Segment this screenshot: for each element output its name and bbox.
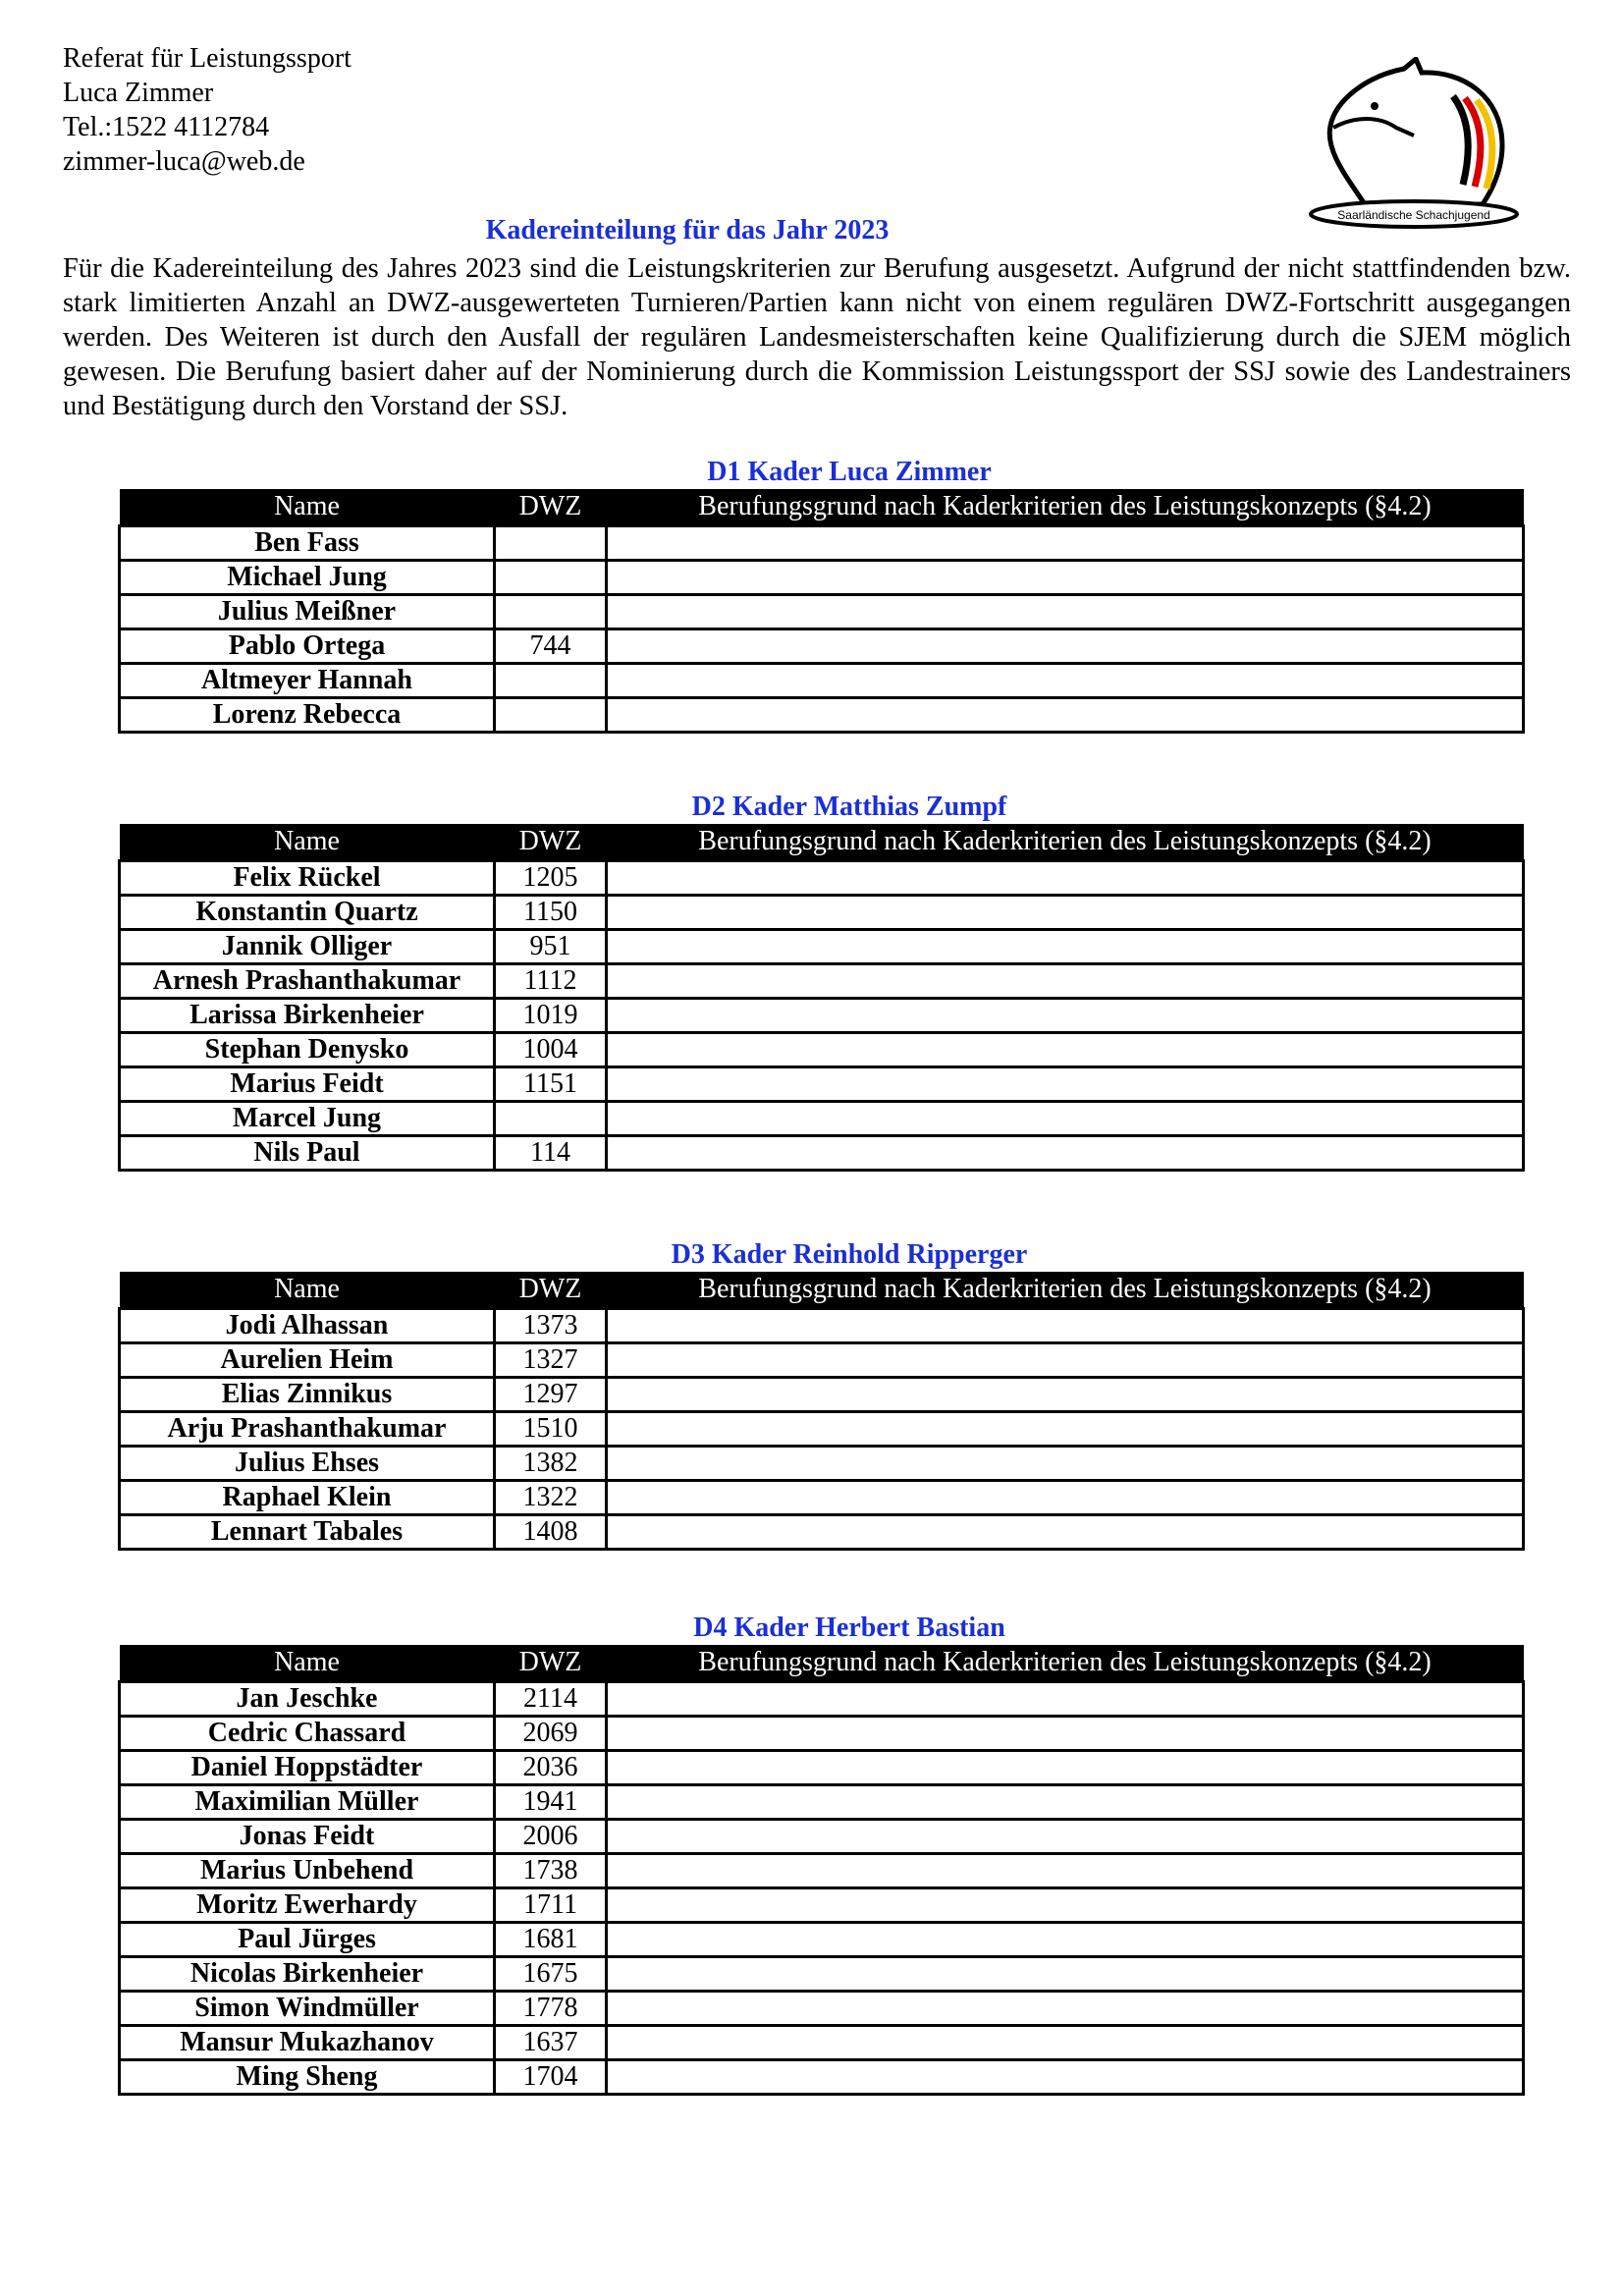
reason-cell bbox=[607, 1992, 1524, 2026]
player-dwz bbox=[495, 595, 607, 629]
reason-column-header: Berufungsgrund nach Kaderkriterien des Leistungskonzepts (§4.2) bbox=[607, 489, 1524, 526]
player-name: Jodi Alhassan bbox=[120, 1309, 495, 1343]
table-row bbox=[120, 1309, 1524, 1343]
kader-table bbox=[118, 489, 1525, 734]
contact-email: zimmer-luca@web.de bbox=[63, 146, 305, 177]
table-header-row bbox=[120, 824, 1524, 861]
reason-cell bbox=[607, 1378, 1524, 1412]
reason-cell bbox=[607, 1957, 1524, 1992]
player-name: Lennart Tabales bbox=[120, 1515, 495, 1550]
kader-section-d1 bbox=[118, 456, 1522, 734]
table-row bbox=[120, 1412, 1524, 1447]
table-row bbox=[120, 1378, 1524, 1412]
player-dwz bbox=[495, 698, 607, 733]
reason-cell bbox=[607, 1751, 1524, 1785]
kader-section-d3 bbox=[118, 1238, 1522, 1551]
player-dwz: 1112 bbox=[495, 964, 607, 999]
player-dwz: 1704 bbox=[495, 2060, 607, 2095]
player-name: Maximilian Müller bbox=[120, 1785, 495, 1820]
reason-cell bbox=[607, 1785, 1524, 1820]
table-row bbox=[120, 861, 1524, 896]
reason-cell bbox=[607, 595, 1524, 629]
player-name: Cedric Chassard bbox=[120, 1717, 495, 1751]
player-dwz: 2114 bbox=[495, 1682, 607, 1717]
dwz-column-header: DWZ bbox=[495, 489, 607, 526]
kader-title: D2 Kader Matthias Zumpf bbox=[691, 792, 1007, 822]
table-row bbox=[120, 1343, 1524, 1378]
player-name: Marius Unbehend bbox=[120, 1854, 495, 1888]
table-row bbox=[120, 629, 1524, 664]
player-dwz: 2069 bbox=[495, 1717, 607, 1751]
reason-cell bbox=[607, 1820, 1524, 1854]
reason-cell bbox=[607, 1102, 1524, 1136]
reason-cell bbox=[607, 861, 1524, 896]
reason-cell bbox=[607, 1447, 1524, 1481]
player-name: Julius Meißner bbox=[120, 595, 495, 629]
table-row bbox=[120, 964, 1524, 999]
reason-cell bbox=[607, 1481, 1524, 1515]
reason-cell bbox=[607, 561, 1524, 595]
table-row bbox=[120, 1136, 1524, 1171]
contact-line: Luca Zimmer bbox=[63, 78, 214, 108]
player-name: Ming Sheng bbox=[120, 2060, 495, 2095]
table-row bbox=[120, 1751, 1524, 1785]
reason-cell bbox=[607, 1309, 1524, 1343]
player-dwz: 1681 bbox=[495, 1923, 607, 1957]
table-row bbox=[120, 1102, 1524, 1136]
player-name: Julius Ehses bbox=[120, 1447, 495, 1481]
player-name: Stephan Denysko bbox=[120, 1033, 495, 1067]
player-dwz: 744 bbox=[495, 629, 607, 664]
player-name: Felix Rückel bbox=[120, 861, 495, 896]
reason-cell bbox=[607, 999, 1524, 1033]
reason-cell bbox=[607, 1515, 1524, 1550]
table-header-row bbox=[120, 489, 1524, 526]
player-dwz: 114 bbox=[495, 1136, 607, 1171]
player-dwz: 1297 bbox=[495, 1378, 607, 1412]
dwz-column-header: DWZ bbox=[495, 1272, 607, 1309]
player-name: Jannik Olliger bbox=[120, 930, 495, 964]
player-dwz: 2006 bbox=[495, 1820, 607, 1854]
reason-column-header: Berufungsgrund nach Kaderkriterien des Leistungskonzepts (§4.2) bbox=[607, 1645, 1524, 1682]
kader-section-d4 bbox=[118, 1612, 1522, 2096]
table-row bbox=[120, 595, 1524, 629]
player-dwz: 951 bbox=[495, 930, 607, 964]
player-name: Raphael Klein bbox=[120, 1481, 495, 1515]
table-row bbox=[120, 896, 1524, 930]
player-name: Moritz Ewerhardy bbox=[120, 1888, 495, 1923]
table-row bbox=[120, 1682, 1524, 1717]
player-name: Nils Paul bbox=[120, 1136, 495, 1171]
player-dwz: 1150 bbox=[495, 896, 607, 930]
player-dwz bbox=[495, 526, 607, 561]
reason-cell bbox=[607, 526, 1524, 561]
reason-cell bbox=[607, 1033, 1524, 1067]
dwz-column-header: DWZ bbox=[495, 824, 607, 861]
table-row bbox=[120, 1515, 1524, 1550]
reason-cell bbox=[607, 1888, 1524, 1923]
player-dwz: 1322 bbox=[495, 1481, 607, 1515]
name-column-header: Name bbox=[120, 489, 495, 526]
table-row bbox=[120, 1033, 1524, 1067]
reason-column-header: Berufungsgrund nach Kaderkriterien des Leistungskonzepts (§4.2) bbox=[607, 1272, 1524, 1309]
table-row bbox=[120, 999, 1524, 1033]
player-name: Arju Prashanthakumar bbox=[120, 1412, 495, 1447]
table-row bbox=[120, 698, 1524, 733]
player-dwz: 1151 bbox=[495, 1067, 607, 1102]
player-dwz: 1738 bbox=[495, 1854, 607, 1888]
player-name: Arnesh Prashanthakumar bbox=[120, 964, 495, 999]
player-name: Konstantin Quartz bbox=[120, 896, 495, 930]
player-dwz: 1711 bbox=[495, 1888, 607, 1923]
table-row bbox=[120, 1481, 1524, 1515]
player-name: Altmeyer Hannah bbox=[120, 664, 495, 698]
player-name: Marcel Jung bbox=[120, 1102, 495, 1136]
reason-cell bbox=[607, 896, 1524, 930]
kader-section-d2 bbox=[118, 791, 1522, 1172]
player-name: Pablo Ortega bbox=[120, 629, 495, 664]
table-row bbox=[120, 1888, 1524, 1923]
intro-paragraph: Für die Kadereinteilung des Jahres 2023 sind die Leistungskriterien zur Berufung ausgesetzt. Aufgrund der nicht stattfindenden bzw. stark limitierten Anzahl an DWZ-ausgewerteten Turnieren/Partien kann nicht von einem regulären DWZ-Fortschritt ausgegangen werden. Des Weiteren ist durch den Ausfall der regulären Landesmeisterschaften keine Qualifizierung durch die SJEM möglich gewesen. Die Berufung basiert daher auf der Nominierung durch die Kommission Leistungssport der SSJ sowie des Landestrainers und Bestätigung durch den Vorstand der SSJ. bbox=[63, 253, 1571, 421]
reason-cell bbox=[607, 964, 1524, 999]
table-row bbox=[120, 1854, 1524, 1888]
name-column-header: Name bbox=[120, 1645, 495, 1682]
player-name: Simon Windmüller bbox=[120, 1992, 495, 2026]
player-dwz: 1382 bbox=[495, 1447, 607, 1481]
player-name: Lorenz Rebecca bbox=[120, 698, 495, 733]
player-name: Jan Jeschke bbox=[120, 1682, 495, 1717]
player-dwz bbox=[495, 664, 607, 698]
table-row bbox=[120, 1957, 1524, 1992]
player-dwz: 1019 bbox=[495, 999, 607, 1033]
reason-cell bbox=[607, 1343, 1524, 1378]
name-column-header: Name bbox=[120, 824, 495, 861]
logo-lettering: Saarländische Schachjugend bbox=[1337, 208, 1490, 222]
player-name: Jonas Feidt bbox=[120, 1820, 495, 1854]
player-dwz: 2036 bbox=[495, 1751, 607, 1785]
player-dwz: 1408 bbox=[495, 1515, 607, 1550]
table-row bbox=[120, 1992, 1524, 2026]
dwz-column-header: DWZ bbox=[495, 1645, 607, 1682]
reason-column-header: Berufungsgrund nach Kaderkriterien des Leistungskonzepts (§4.2) bbox=[607, 824, 1524, 861]
kader-title: D1 Kader Luca Zimmer bbox=[707, 457, 992, 487]
player-name: Daniel Hoppstädter bbox=[120, 1751, 495, 1785]
table-row bbox=[120, 1717, 1524, 1751]
table-row bbox=[120, 1447, 1524, 1481]
table-header-row bbox=[120, 1645, 1524, 1682]
player-dwz: 1373 bbox=[495, 1309, 607, 1343]
player-name: Larissa Birkenheier bbox=[120, 999, 495, 1033]
player-name: Elias Zinnikus bbox=[120, 1378, 495, 1412]
player-dwz: 1941 bbox=[495, 1785, 607, 1820]
reason-cell bbox=[607, 1067, 1524, 1102]
player-name: Aurelien Heim bbox=[120, 1343, 495, 1378]
player-dwz: 1637 bbox=[495, 2026, 607, 2060]
player-dwz bbox=[495, 1102, 607, 1136]
player-name: Nicolas Birkenheier bbox=[120, 1957, 495, 1992]
reason-cell bbox=[607, 1923, 1524, 1957]
contact-block bbox=[63, 41, 351, 179]
player-dwz: 1327 bbox=[495, 1343, 607, 1378]
kader-title: D4 Kader Herbert Bastian bbox=[693, 1613, 1005, 1643]
player-name: Michael Jung bbox=[120, 561, 495, 595]
table-row bbox=[120, 561, 1524, 595]
player-dwz: 1510 bbox=[495, 1412, 607, 1447]
player-dwz bbox=[495, 561, 607, 595]
name-column-header: Name bbox=[120, 1272, 495, 1309]
contact-line: Referat für Leistungssport bbox=[63, 43, 351, 74]
player-name: Marius Feidt bbox=[120, 1067, 495, 1102]
player-dwz: 1778 bbox=[495, 1992, 607, 2026]
player-name: Ben Fass bbox=[120, 526, 495, 561]
reason-cell bbox=[607, 930, 1524, 964]
reason-cell bbox=[607, 1854, 1524, 1888]
table-row bbox=[120, 930, 1524, 964]
table-row bbox=[120, 526, 1524, 561]
kader-table bbox=[118, 1645, 1525, 2096]
reason-cell bbox=[607, 2060, 1524, 2095]
player-dwz: 1004 bbox=[495, 1033, 607, 1067]
reason-cell bbox=[607, 698, 1524, 733]
reason-cell bbox=[607, 664, 1524, 698]
reason-cell bbox=[607, 2026, 1524, 2060]
reason-cell bbox=[607, 1136, 1524, 1171]
kader-title: D3 Kader Reinhold Ripperger bbox=[671, 1239, 1028, 1270]
player-dwz: 1205 bbox=[495, 861, 607, 896]
player-dwz: 1675 bbox=[495, 1957, 607, 1992]
table-row bbox=[120, 2060, 1524, 2095]
kader-table bbox=[118, 824, 1525, 1172]
table-row bbox=[120, 2026, 1524, 2060]
reason-cell bbox=[607, 629, 1524, 664]
reason-cell bbox=[607, 1682, 1524, 1717]
table-header-row bbox=[120, 1272, 1524, 1309]
player-name: Paul Jürges bbox=[120, 1923, 495, 1957]
table-row bbox=[120, 1923, 1524, 1957]
kader-table bbox=[118, 1272, 1525, 1551]
reason-cell bbox=[607, 1412, 1524, 1447]
table-row bbox=[120, 1785, 1524, 1820]
page-title: Kadereinteilung für das Jahr 2023 bbox=[485, 215, 890, 246]
table-row bbox=[120, 664, 1524, 698]
table-row bbox=[120, 1067, 1524, 1102]
contact-line: Tel.:1522 4112784 bbox=[63, 112, 270, 142]
player-name: Mansur Mukazhanov bbox=[120, 2026, 495, 2060]
reason-cell bbox=[607, 1717, 1524, 1751]
table-row bbox=[120, 1820, 1524, 1854]
chess-knight-logo bbox=[1306, 57, 1561, 234]
